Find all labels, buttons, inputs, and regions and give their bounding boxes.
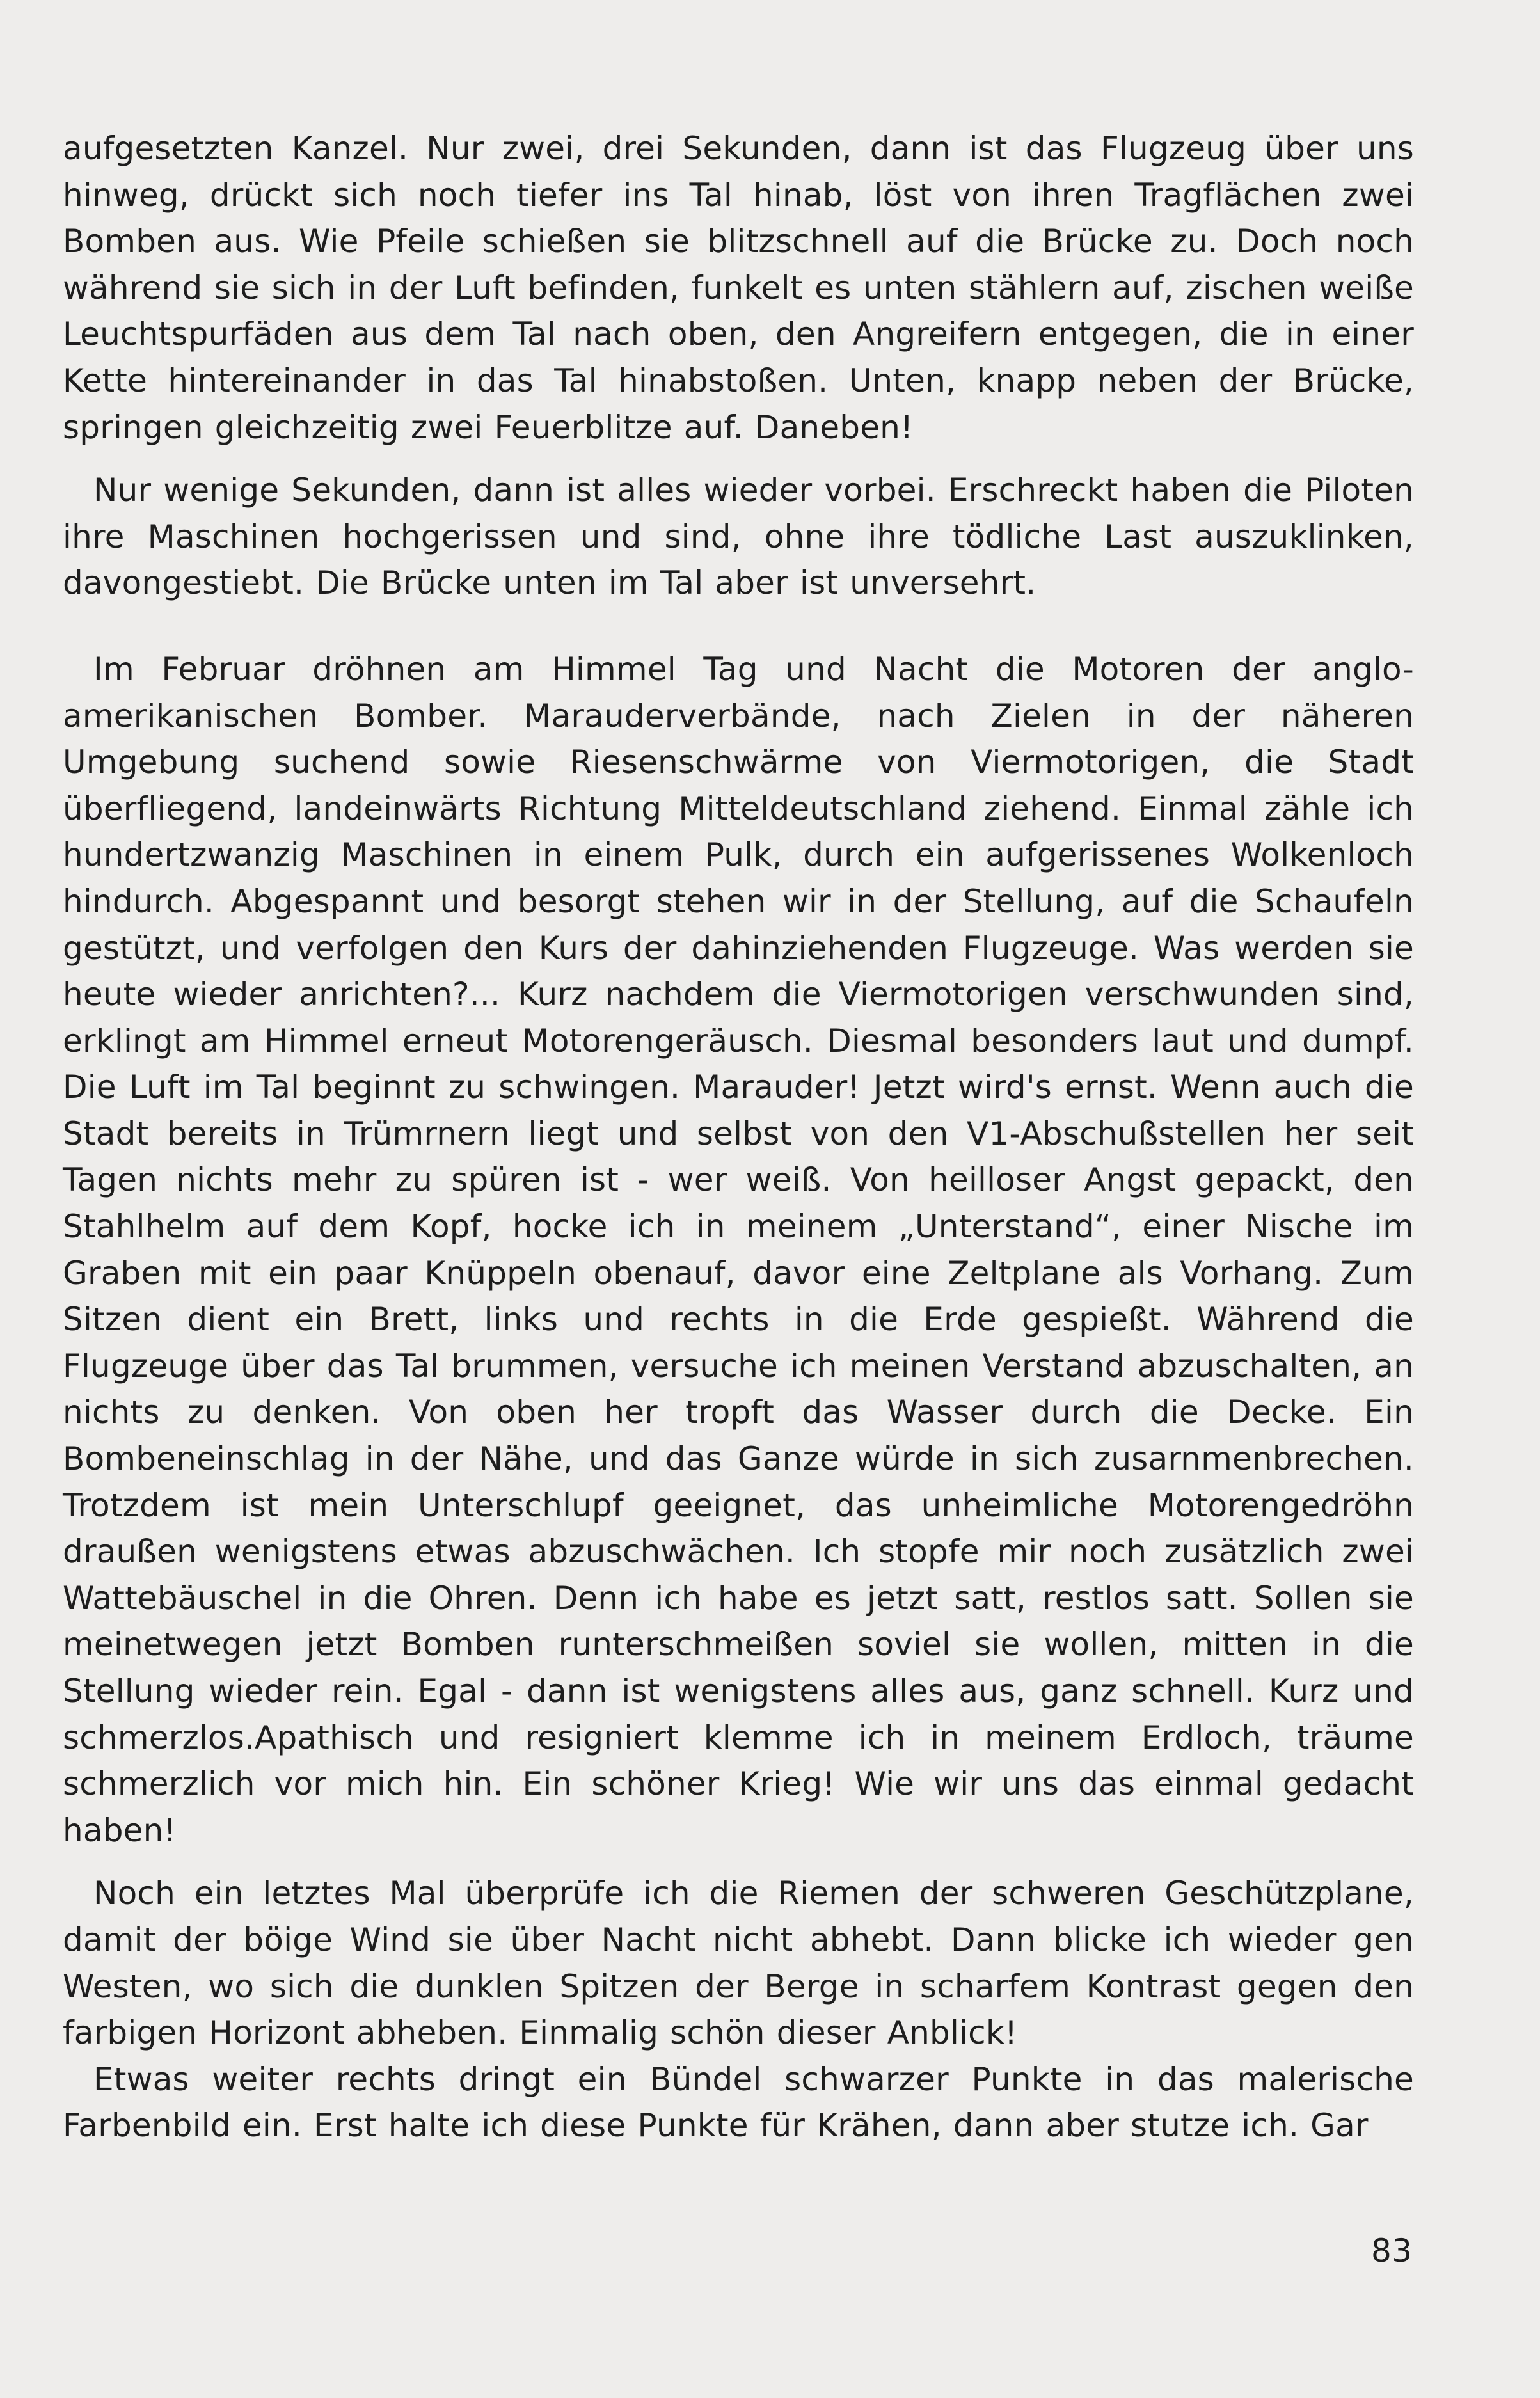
paragraph-february-bombers: Im Februar dröhnen am Himmel Tag und Nacht die Motoren der anglo-amerikanischen Bomber. Marauderverbände, nach Zielen in der näheren Umgebung suchend sowie Riesenschwärme von Viermotorigen, die Stadt überfliegend, landeinwärts Richtung Mitteldeutschland ziehend. Einmal zähle ich hundertzwanzig Maschinen in einem Pulk, durch ein aufgerissenes Wolkenloch hindurch. Abgespannt und besorgt stehen wir in der Stellung, auf die Schaufeln gestützt, und verfolgen den Kurs der dahinziehenden Flugzeuge. Was werden sie heute wieder anrichten?... Kurz nachdem die Viermotorigen verschwunden sind, erklingt am Himmel erneut Motorengeräusch. Diesmal besonders laut und dumpf. Die Luft im Tal beginnt zu schwingen. Marauder! Jetzt wird's ernst. Wenn auch die Stadt bereits in Trümrnern liegt und selbst von den V1-Abschußstellen her seit Tagen nichts mehr zu spüren ist - wer weiß. Von heilloser Angst gepackt, den Stahlhelm auf dem Kopf, hocke ich in meinem „Unterstand“, einer Nische im Graben mit ein paar Knüppeln obenauf, davor eine Zeltplane als Vorhang. Zum Sitzen dient ein Brett, links und rechts in die Erde gespießt. Während die Flugzeuge über das Tal brummen, versuche ich meinen Verstand abzuschalten, an nichts zu denken. Von oben her tropft das Wasser durch die Decke. Ein Bombeneinschlag in der Nähe, und das Ganze würde in sich zusarnmenbrechen. Trotzdem ist mein Unterschlupf geeignet, das unheimliche Motorengedröhn draußen wenigstens etwas abzuschwächen. Ich stopfe mir noch zusätzlich zwei Wattebäuschel in die Ohren. Denn ich habe es jetzt satt, restlos satt. Sollen sie meinetwegen jetzt Bomben runterschmeißen soviel sie wollen, mitten in die Stellung wieder rein. Egal - dann ist wenigstens alles aus, ganz schnell. Kurz und schmerzlos.Apathisch und resigniert klemme ich in meinem Erdloch, träume schmerzlich vor mich hin. Ein schöner Krieg! Wie wir uns das einmal gedacht haben! — [63, 650, 1414, 1849]
page-number: 83 — [1371, 2232, 1413, 2269]
paragraph-bridge-attack: aufgesetzten Kanzel. Nur zwei, drei Sekunden, dann ist das Flugzeug über uns hinweg, drückt sich noch tiefer ins Tal hinab, löst von ihren Tragflächen zwei Bomben aus. Wie Pfeile schießen sie blitzschnell auf die Brücke zu. Doch noch während sie sich in der Luft befinden, funkelt es unten stählern auf, zischen weiße Leuchtspurfäden aus dem Tal nach oben, den Angreifern entgegen, die in einer Kette hintereinander in das Tal hinabstoßen. Unten, knapp neben der Brücke, springen gleichzeitig zwei Feuerblitze auf. Daneben! — [63, 130, 1414, 446]
paragraph-gun-tarp: Noch ein letztes Mal überprüfe ich die Riemen der schweren Geschützplane, damit der böige Wind sie über Nacht nicht abhebt. Dann blicke ich wieder gen Westen, wo sich die dunklen Spitzen der Berge in scharfem Kontrast gegen den farbigen Horizont abheben. Einmalig schön dieser Anblick! — [63, 1875, 1414, 2052]
paragraph-pilots-retreat: Nur wenige Sekunden, dann ist alles wieder vorbei. Erschreckt haben die Piloten ihre Maschinen hochgerissen und sind, ohne ihre tödliche Last auszuklinken, davongestiebt. Die Brücke unten im Tal aber ist unversehrt. — [63, 472, 1414, 602]
book-page-body — [63, 125, 1414, 2149]
paragraph-black-dots: Etwas weiter rechts dringt ein Bündel schwarzer Punkte in das malerische Farbenbild ein. Erst halte ich diese Punkte für Krähen, dann aber stutze ich. Gar — [63, 2060, 1414, 2145]
